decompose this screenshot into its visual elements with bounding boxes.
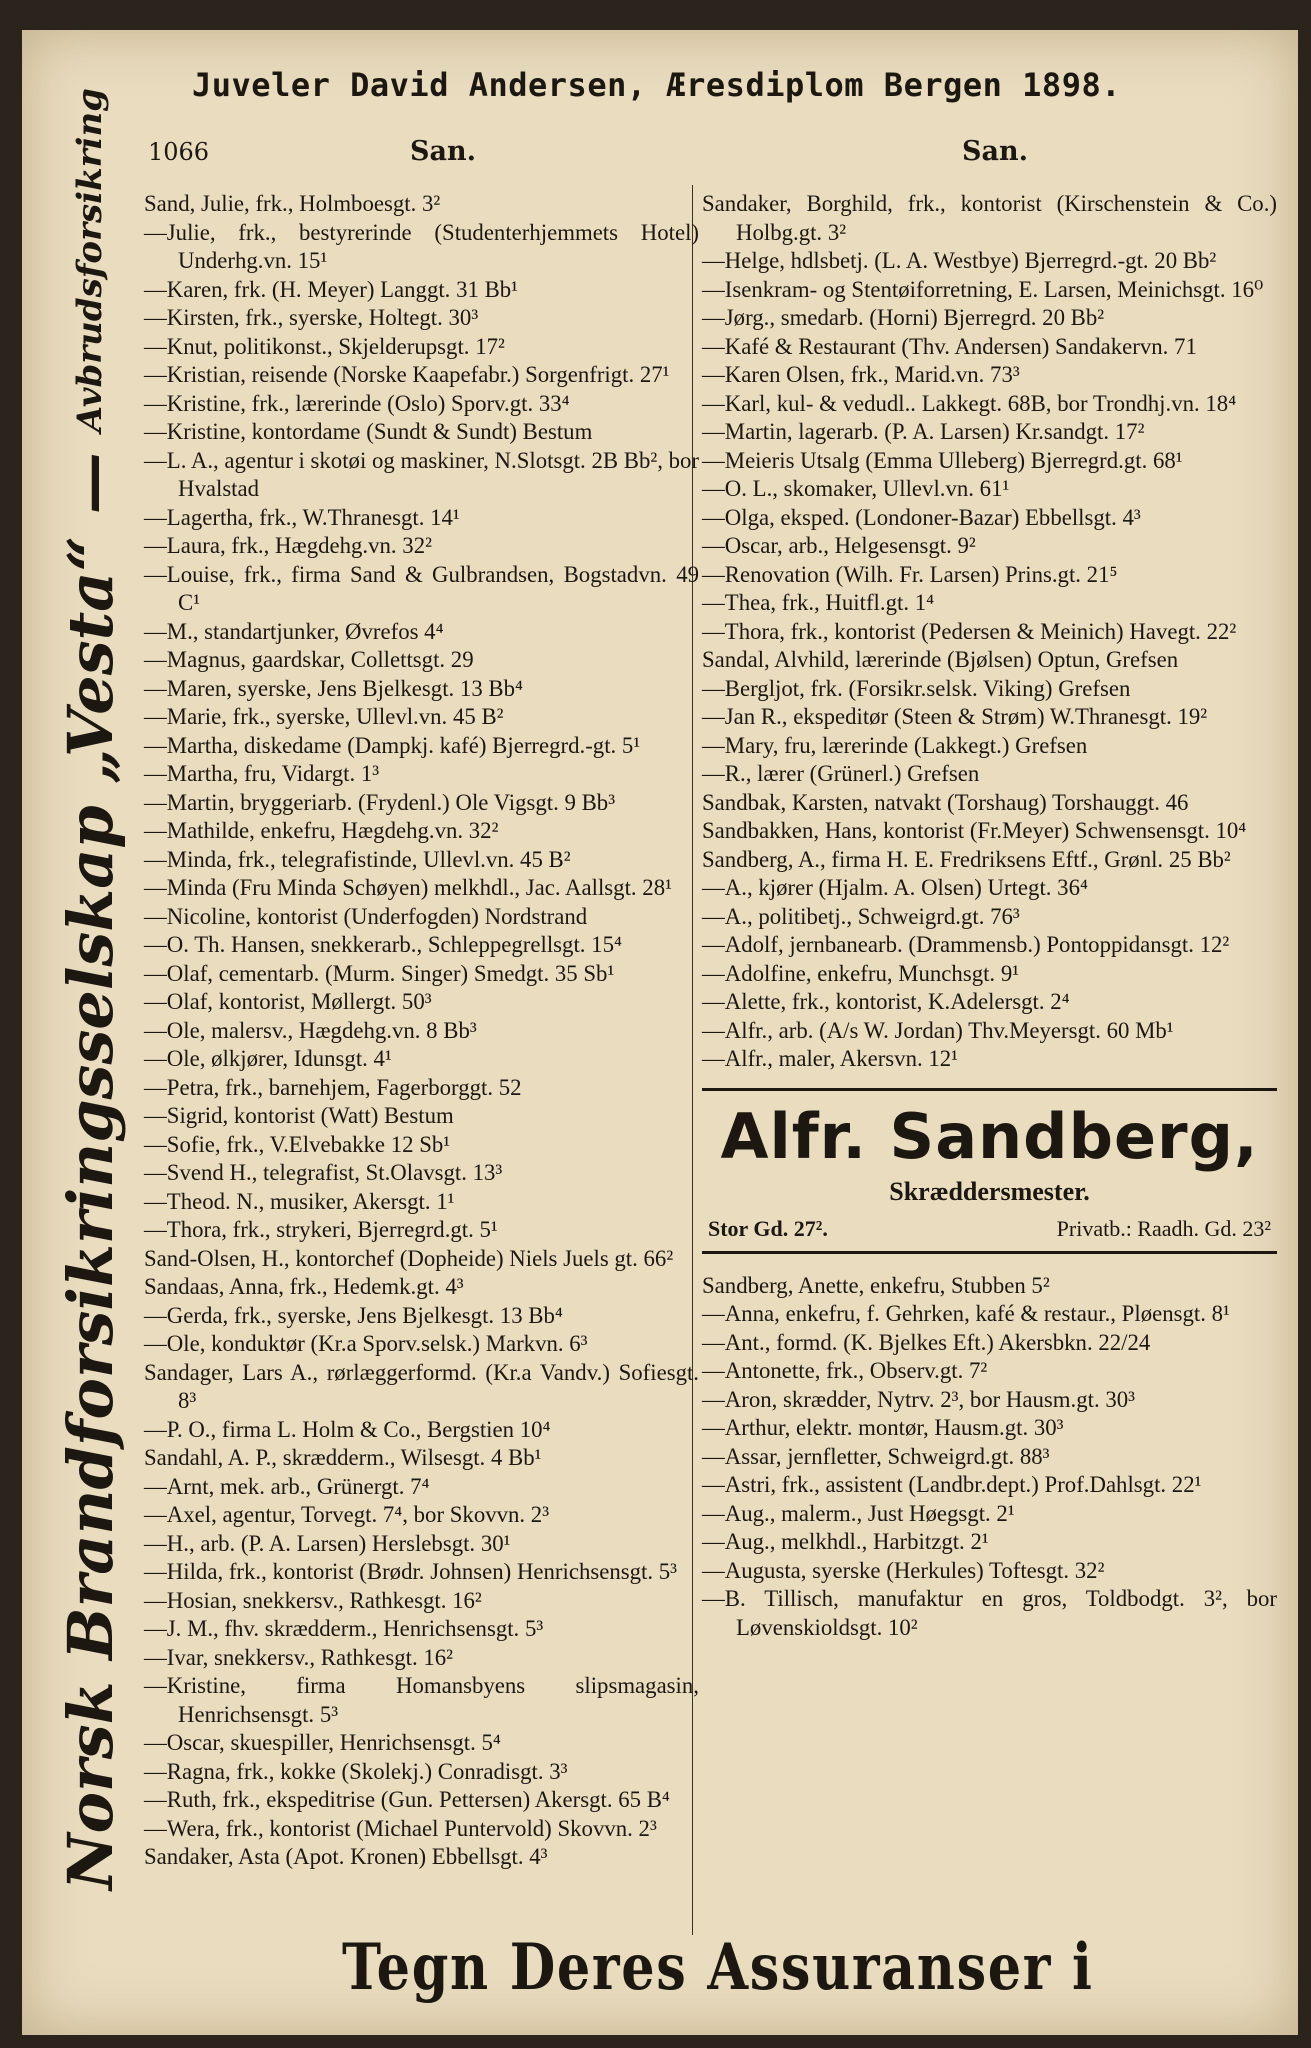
directory-entry: Sand, Julie, frk., Holmboesgt. 3²: [144, 191, 441, 216]
directory-entry: —Astri, frk., assistent (Landbr.dept.) Prof.Dahlsgt. 22¹: [702, 1472, 1202, 1497]
side-banner-small-text: Avbrudsforsikring: [70, 88, 110, 433]
directory-entry: —Hosian, snekkersv., Rathkesgt. 16²: [144, 1587, 482, 1613]
directory-entry: —Magnus, gaardskar, Collettsgt. 29: [144, 647, 474, 672]
directory-entry: —H., arb. (P. A. Larsen) Herslebsgt. 30¹: [144, 1530, 511, 1556]
directory-entry: —Sofie, frk., V.Elvebakke 12 Sb¹: [144, 1131, 451, 1157]
directory-entry: —Arnt, mek. arb., Grünergt. 7⁴: [144, 1473, 430, 1499]
directory-entry: —Knut, politikonst., Skjelderupsgt. 17²: [144, 333, 505, 359]
directory-entry: —Sigrid, kontorist (Watt) Bestum: [144, 1103, 454, 1128]
directory-entry: —Martha, fru, Vidargt. 1³: [144, 761, 380, 786]
directory-entry: —Oscar, skuespiller, Henrichsensgt. 5⁴: [144, 1730, 501, 1755]
directory-entry: —Isenkram- og Stentøiforretning, E. Larsen, Meinichsgt. 16⁰: [702, 276, 1264, 302]
directory-entry: —Olga, eksped. (Londoner-Bazar) Ebbellsgt. 4³: [702, 504, 1141, 530]
right-column-entries-bottom: [702, 1272, 1277, 1643]
directory-entry: —Laura, frk., Hægdehg.vn. 32²: [144, 533, 432, 558]
directory-entry: —Adolfine, enkefru, Munchsgt. 9¹: [702, 960, 1020, 986]
directory-entry: —Oscar, arb., Helgesensgt. 9²: [702, 533, 976, 558]
directory-entry: —Alfr., maler, Akersvn. 12¹: [702, 1046, 959, 1071]
directory-entry: —Kristine, kontordame (Sundt & Sundt) Bestum: [144, 419, 593, 444]
directory-entry: —Martin, bryggeriarb. (Frydenl.) Ole Vigsgt. 9 Bb³: [144, 789, 616, 815]
directory-entry: —Wera, frk., kontorist (Michael Puntervold) Skovvn. 2³: [144, 1815, 657, 1841]
directory-entry: —Julie, frk., bestyrerinde (Studenterhjemmets Hotel) Underhg.vn. 15¹: [144, 219, 699, 273]
running-head-right: San.: [962, 136, 1029, 167]
directory-entry: —Maren, syerske, Jens Bjelkesgt. 13 Bb⁴: [144, 675, 523, 701]
directory-entry: —O. L., skomaker, Ullevl.vn. 61¹: [702, 476, 1010, 501]
directory-entry: —Marie, frk., syerske, Ullevl.vn. 45 B²: [144, 704, 504, 729]
directory-entry: —Martha, diskedame (Dampkj. kafé) Bjerregrd.-gt. 5¹: [144, 732, 641, 758]
directory-entry: —Antonette, frk., Observ.gt. 7²: [702, 1358, 988, 1383]
directory-entry: —M., standartjunker, Øvrefos 4⁴: [144, 618, 444, 644]
directory-entry: Sandager, Lars A., rørlæggerformd. (Kr.a Vandv.) Sofiesgt. 8³: [144, 1359, 699, 1413]
advertisement-address-private: Privatb.: Raadh. Gd. 23²: [1056, 1215, 1271, 1241]
right-column: [702, 190, 1277, 1642]
directory-entry: —Kristine, firma Homansbyens slipsmagasin, Henrichsensgt. 5³: [144, 1673, 699, 1727]
directory-entry: —Ant., formd. (K. Bjelkes Eft.) Akersbkn. 22/24: [702, 1329, 1151, 1355]
directory-entry: —Alette, frk., kontorist, K.Adelersgt. 2⁴: [702, 989, 1070, 1014]
directory-entry: Sandaas, Anna, frk., Hedemk.gt. 4³: [144, 1274, 464, 1299]
directory-entry: —Karen, frk. (H. Meyer) Langgt. 31 Bb¹: [144, 276, 519, 302]
directory-entry: —Lagertha, frk., W.Thranesgt. 14¹: [144, 504, 460, 530]
directory-entry: Sandal, Alvhild, lærerinde (Bjølsen) Optun, Grefsen: [702, 647, 1179, 672]
side-advert-banner: [42, 88, 138, 1890]
directory-entry: —Helge, hdlsbetj. (L. A. Westbye) Bjerregrd.-gt. 20 Bb²: [702, 248, 1217, 273]
right-column-entries-top: [702, 190, 1277, 1074]
directory-entry: —Hilda, frk., kontorist (Brødr. Johnsen) Henrichsensgt. 5³: [144, 1559, 677, 1584]
directory-entry: —Anna, enkefru, f. Gehrken, kafé & restaur., Pløensgt. 8¹: [702, 1301, 1230, 1326]
directory-entry: Sandberg, Anette, enkefru, Stubben 5²: [702, 1272, 1050, 1298]
directory-entry: —Svend H., telegrafist, St.Olavsgt. 13³: [144, 1160, 503, 1185]
directory-entry: —Augusta, syerske (Herkules) Toftesgt. 32²: [702, 1557, 1105, 1583]
directory-entry: —Assar, jernfletter, Schweigrd.gt. 88³: [702, 1443, 1050, 1469]
directory-entry: Sandberg, A., firma H. E. Fredriksens Eftf., Grønl. 25 Bb²: [702, 846, 1231, 872]
directory-entry: —Ruth, frk., ekspeditrise (Gun. Pettersen) Akersgt. 65 B⁴: [144, 1787, 670, 1812]
sandberg-advertisement: [702, 1088, 1277, 1254]
directory-entry: —Nicoline, kontorist (Underfogden) Nordstrand: [144, 903, 588, 929]
directory-entry: —Mary, fru, lærerinde (Lakkegt.) Grefsen: [702, 732, 1088, 758]
directory-entry: Sand-Olsen, H., kontorchef (Dopheide) Niels Juels gt. 66²: [144, 1245, 674, 1271]
directory-entry: —O. Th. Hansen, snekkerarb., Schleppegrellsgt. 15⁴: [144, 932, 622, 957]
directory-entry: —Bergljot, frk. (Forsikr.selsk. Viking) Grefsen: [702, 675, 1131, 701]
directory-entry: —Aron, skrædder, Nytrv. 2³, bor Hausm.gt. 30³: [702, 1386, 1135, 1412]
advertisement-name: Alfr. Sandberg,: [720, 1099, 1259, 1173]
directory-entry: —Ole, konduktør (Kr.a Sporv.selsk.) Markvn. 6³: [144, 1331, 588, 1356]
directory-entry: —Axel, agentur, Torvegt. 7⁴, bor Skovvn. 2³: [144, 1502, 550, 1527]
directory-entry: —A., politibetj., Schweigrd.gt. 76³: [702, 903, 1020, 929]
directory-entry: —Minda (Fru Minda Schøyen) melkhdl., Jac. Aallsgt. 28¹: [144, 875, 672, 900]
directory-entry: —Olaf, kontorist, Møllergt. 50³: [144, 989, 432, 1014]
directory-entry: —Olaf, cementarb. (Murm. Singer) Smedgt. 35 Sb¹: [144, 960, 615, 986]
side-banner-text: Norsk Brandforsikringsselskap „Vesta“ —: [53, 452, 127, 1890]
directory-entry: —Louise, frk., firma Sand & Gulbrandsen, Bogstadvn. 49 C¹: [144, 561, 699, 615]
directory-entry: —Jan R., ekspeditør (Steen & Strøm) W.Thranesgt. 19²: [702, 704, 1208, 729]
directory-entry: —Jørg., smedarb. (Horni) Bjerregrd. 20 Bb²: [702, 305, 1105, 330]
directory-entry: —Mathilde, enkefru, Hægdehg.vn. 32²: [144, 818, 499, 843]
directory-entry: —Kristine, frk., lærerinde (Oslo) Sporv.gt. 33⁴: [144, 390, 570, 416]
directory-entry: —Aug., malerm., Just Høegsgt. 2¹: [702, 1500, 1015, 1526]
directory-entry: —Ragna, frk., kokke (Skolekj.) Conradisgt. 3³: [144, 1758, 568, 1784]
directory-entry: —Aug., melkhdl., Harbitzgt. 2¹: [702, 1529, 989, 1554]
directory-entry: —Meieris Utsalg (Emma Ulleberg) Bjerregrd.gt. 68¹: [702, 447, 1183, 473]
directory-entry: —Renovation (Wilh. Fr. Larsen) Prins.gt. 21⁵: [702, 561, 1118, 587]
directory-entry: —Thora, frk., strykeri, Bjerregrd.gt. 5¹: [144, 1217, 498, 1242]
directory-entry: —B. Tillisch, manufaktur en gros, Toldbodgt. 3², bor Løvenskioldsgt. 10²: [702, 1586, 1277, 1640]
directory-entry: —Gerda, frk., syerske, Jens Bjelkesgt. 13 Bb⁴: [144, 1302, 563, 1328]
directory-entry: —Petra, frk., barnehjem, Fagerborggt. 52: [144, 1074, 522, 1100]
directory-entry: —Kirsten, frk., syerske, Holtegt. 30³: [144, 305, 479, 330]
directory-entry: —Martin, lagerarb. (P. A. Larsen) Kr.sandgt. 17²: [702, 419, 1145, 444]
running-head-left: San.: [410, 136, 477, 167]
advertisement-address-shop: Stor Gd. 27².: [708, 1215, 828, 1241]
advertisement-addresses: [702, 1209, 1277, 1245]
page-number: 1066: [148, 138, 210, 166]
directory-entry: Sandahl, A. P., skrædderm., Wilsesgt. 4 Bb¹: [144, 1445, 542, 1470]
directory-entry: —Arthur, elektr. montør, Hausm.gt. 30³: [702, 1415, 1064, 1440]
directory-entry: —R., lærer (Grünerl.) Grefsen: [702, 761, 980, 786]
directory-entry: —Kristian, reisende (Norske Kaapefabr.) Sorgenfrigt. 27¹: [144, 362, 670, 387]
directory-entry: —Minda, frk., telegrafistinde, Ullevl.vn. 45 B²: [144, 846, 571, 872]
directory-entry: —Ole, ølkjører, Idunsgt. 4¹: [144, 1046, 392, 1071]
directory-entry: —A., kjører (Hjalm. A. Olsen) Urtegt. 36⁴: [702, 875, 1088, 900]
directory-entry: —Kafé & Restaurant (Thv. Andersen) Sandakervn. 71: [702, 333, 1197, 359]
directory-entry: Sandaker, Asta (Apot. Kronen) Ebbellsgt. 4³: [144, 1844, 548, 1869]
directory-entry: —Karen Olsen, frk., Marid.vn. 73³: [702, 362, 1020, 387]
directory-entry: Sandaker, Borghild, frk., kontorist (Kirschenstein & Co.) Holbg.gt. 3²: [702, 191, 1277, 245]
top-advert-banner: Juveler David Andersen, Æresdiplom Bergen 1898.: [192, 66, 1121, 104]
directory-entry: —Thea, frk., Huitfl.gt. 1⁴: [702, 590, 935, 615]
advertisement-trade: Skræddersmester.: [889, 1176, 1090, 1206]
bottom-advert-banner: Tegn Deres Assuranser i: [342, 1930, 1094, 2005]
directory-entry: —Karl, kul- & vedudl.. Lakkegt. 68B, bor Trondhj.vn. 18⁴: [702, 390, 1237, 416]
directory-page: [22, 30, 1298, 2035]
directory-entry: —Thora, frk., kontorist (Pedersen & Meinich) Havegt. 22²: [702, 618, 1237, 644]
directory-entry: —Adolf, jernbanearb. (Drammensb.) Pontoppidansgt. 12²: [702, 932, 1230, 957]
directory-entry: —Theod. N., musiker, Akersgt. 1¹: [144, 1188, 455, 1214]
directory-entry: Sandbak, Karsten, natvakt (Torshaug) Torshauggt. 46: [702, 789, 1189, 815]
directory-entry: —Ole, malersv., Hægdehg.vn. 8 Bb³: [144, 1017, 477, 1043]
directory-entry: —L. A., agentur i skotøi og maskiner, N.Slotsgt. 2B Bb², bor Hvalstad: [144, 447, 699, 501]
directory-entry: Sandbakken, Hans, kontorist (Fr.Meyer) Schwensensgt. 10⁴: [702, 818, 1247, 843]
directory-entry: —J. M., fhv. skrædderm., Henrichsensgt. 5³: [144, 1616, 544, 1641]
directory-entry: —P. O., firma L. Holm & Co., Bergstien 10⁴: [144, 1416, 551, 1442]
directory-entry: —Alfr., arb. (A/s W. Jordan) Thv.Meyersgt. 60 Mb¹: [702, 1017, 1174, 1043]
left-column: [144, 190, 699, 1872]
directory-entry: —Ivar, snekkersv., Rathkesgt. 16²: [144, 1644, 453, 1670]
